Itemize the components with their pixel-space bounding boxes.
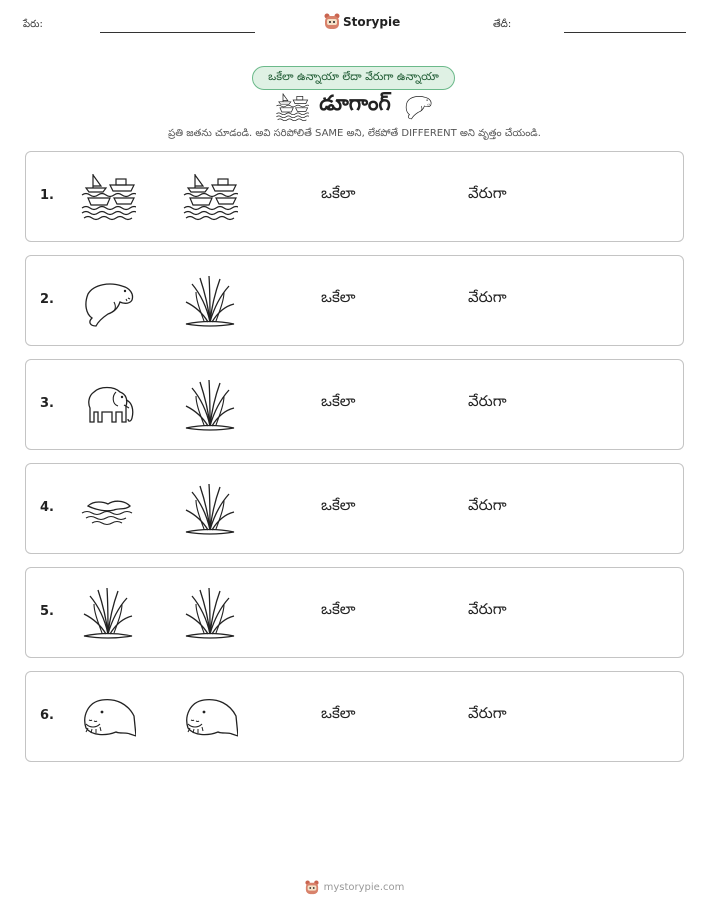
- dugong-head-icon: [182, 690, 238, 746]
- title-row: [260, 90, 450, 122]
- different-option[interactable]: వేరుగా: [468, 496, 507, 514]
- question-number: 3.: [40, 396, 54, 411]
- footer: [0, 880, 709, 895]
- boats-on-water-icon: [182, 170, 238, 226]
- question-row: [25, 359, 684, 450]
- manatee-icon: [401, 91, 435, 121]
- seagrass-icon: [182, 586, 238, 642]
- boats-on-water-icon: [80, 170, 136, 226]
- bear-icon: [324, 13, 340, 30]
- question-row: [25, 151, 684, 242]
- question-number: 4.: [40, 500, 54, 515]
- same-option[interactable]: ఒకేలా: [321, 496, 356, 514]
- seagrass-icon: [182, 482, 238, 538]
- worksheet-type-label: ఒకేలా ఉన్నాయా లేదా వేరుగా ఉన్నాయా: [268, 70, 439, 83]
- bear-icon: [305, 880, 319, 895]
- question-row: [25, 671, 684, 762]
- elephant-icon: [80, 378, 136, 434]
- different-option[interactable]: వేరుగా: [468, 184, 507, 202]
- water-ripples-icon: [80, 482, 136, 538]
- footer-url[interactable]: mystorypie.com: [323, 882, 405, 893]
- manatee-icon: [80, 274, 136, 330]
- name-label: పేరు:: [23, 19, 43, 30]
- different-option[interactable]: వేరుగా: [468, 704, 507, 722]
- question-number: 2.: [40, 292, 54, 307]
- same-option[interactable]: ఒకేలా: [321, 704, 356, 722]
- seagrass-icon: [80, 586, 136, 642]
- same-option[interactable]: ఒకేలా: [321, 288, 356, 306]
- different-option[interactable]: వేరుగా: [468, 600, 507, 618]
- question-row: [25, 463, 684, 554]
- instructions: ప్రతి జతను చూడండి. అవి సరిపోలితే SAME అని, లేకపోతే DIFFERENT అని వృత్తం చేయండి.: [168, 128, 541, 139]
- question-number: 5.: [40, 604, 54, 619]
- question-row: [25, 255, 684, 346]
- question-row: [25, 567, 684, 658]
- different-option[interactable]: వేరుగా: [468, 392, 507, 410]
- page-title: డూగాంగ్: [319, 91, 391, 115]
- seagrass-icon: [182, 378, 238, 434]
- brand-name: Storypie: [343, 14, 401, 29]
- same-option[interactable]: ఒకేలా: [321, 392, 356, 410]
- boats-on-water-icon: [275, 91, 309, 121]
- different-option[interactable]: వేరుగా: [468, 288, 507, 306]
- same-option[interactable]: ఒకేలా: [321, 600, 356, 618]
- same-option[interactable]: ఒకేలా: [321, 184, 356, 202]
- date-field[interactable]: [564, 32, 686, 33]
- question-number: 6.: [40, 708, 54, 723]
- worksheet-type-pill: [252, 66, 455, 90]
- storypie-logo: [324, 13, 400, 30]
- dugong-head-icon: [80, 690, 136, 746]
- date-label: తేదీ:: [493, 19, 512, 30]
- question-number: 1.: [40, 188, 54, 203]
- seagrass-icon: [182, 274, 238, 330]
- name-field[interactable]: [100, 32, 255, 33]
